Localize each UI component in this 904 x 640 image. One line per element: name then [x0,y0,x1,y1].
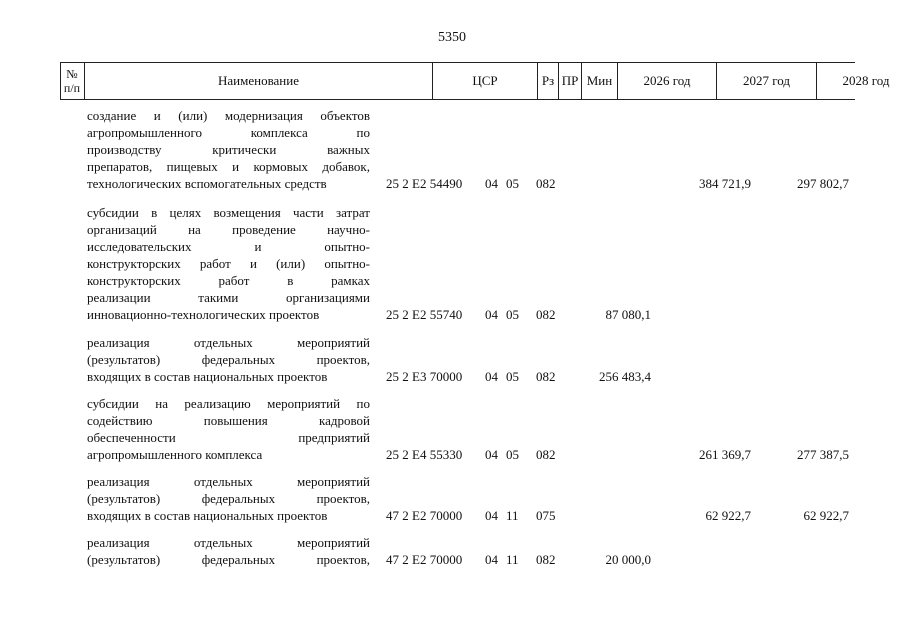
header-num: № п/п [63,67,81,95]
row-2026: 20 000,0 [605,552,651,567]
row-rz: 04 [485,176,498,191]
header-2028: 2028 год [842,73,890,88]
row-2028: 297 802,7 [797,176,849,191]
row-min: 082 [536,552,556,567]
row-pr: 11 [506,552,519,567]
header-2026: 2026 год [643,73,691,88]
row-description: реализация отдельных мероприятий (результатов) федеральных проектов, входящих в состав национальных проектов [87,335,370,384]
row-csr: 47 2 Е2 70000 [386,552,463,567]
row-csr: 47 2 Е2 70000 [386,508,463,523]
page-number: 5350 [438,30,466,45]
row-pr: 05 [506,447,519,462]
row-min: 082 [536,307,556,322]
row-pr: 05 [506,307,519,322]
row-2028: 277 387,5 [797,447,849,462]
table-header [60,62,890,100]
row-2027: 384 721,9 [699,176,751,191]
row-min: 082 [536,447,556,462]
row-2027: 62 922,7 [705,508,751,523]
row-min: 082 [536,369,556,384]
row-min: 082 [536,176,556,191]
row-description: создание и (или) модернизация объектов агропромышленного комплекса по производству критически важных препаратов, пищевых и кормовых добавок, технологических вспомогательных средств [87,108,370,191]
row-pr: 11 [506,508,519,523]
row-description: субсидии в целях возмещения части затрат организаций на проведение научно- исследовательских и опытно- конструкторских работ и (или) опытно- конструкторских работ в рамках реализации такими организациями инновационно-технологических проектов [87,205,370,322]
header-min: Мин [586,73,613,88]
row-description: реализация отдельных мероприятий (результатов) федеральных проектов, входящих в состав национальных проектов [87,474,370,523]
row-2028: 62 922,7 [803,508,849,523]
row-pr: 05 [506,369,519,384]
header-pr: ПР [561,73,579,88]
row-rz: 04 [485,307,498,322]
row-2027: 261 369,7 [699,447,751,462]
row-rz: 04 [485,508,498,523]
row-csr: 25 2 Е4 55330 [386,447,463,462]
row-2026: 87 080,1 [605,307,651,322]
header-name: Наименование [218,73,299,88]
row-description: реализация отдельных мероприятий (результатов) федеральных проектов, [87,535,370,567]
row-csr: 25 2 Е2 54490 [386,176,463,191]
row-description: субсидии на реализацию мероприятий по содействию повышения кадровой обеспеченности предприятий агропромышленного комплекса [87,396,370,462]
row-min: 075 [536,508,556,523]
row-rz: 04 [485,552,498,567]
row-rz: 04 [485,447,498,462]
header-2027: 2027 год [743,73,790,88]
header-csr: ЦСР [472,73,498,88]
row-csr: 25 2 Е3 70000 [386,369,463,384]
row-2026: 256 483,4 [599,369,651,384]
header-rz: Рз [541,73,555,88]
row-csr: 25 2 Е2 55740 [386,307,463,322]
row-pr: 05 [506,176,519,191]
row-rz: 04 [485,369,498,384]
